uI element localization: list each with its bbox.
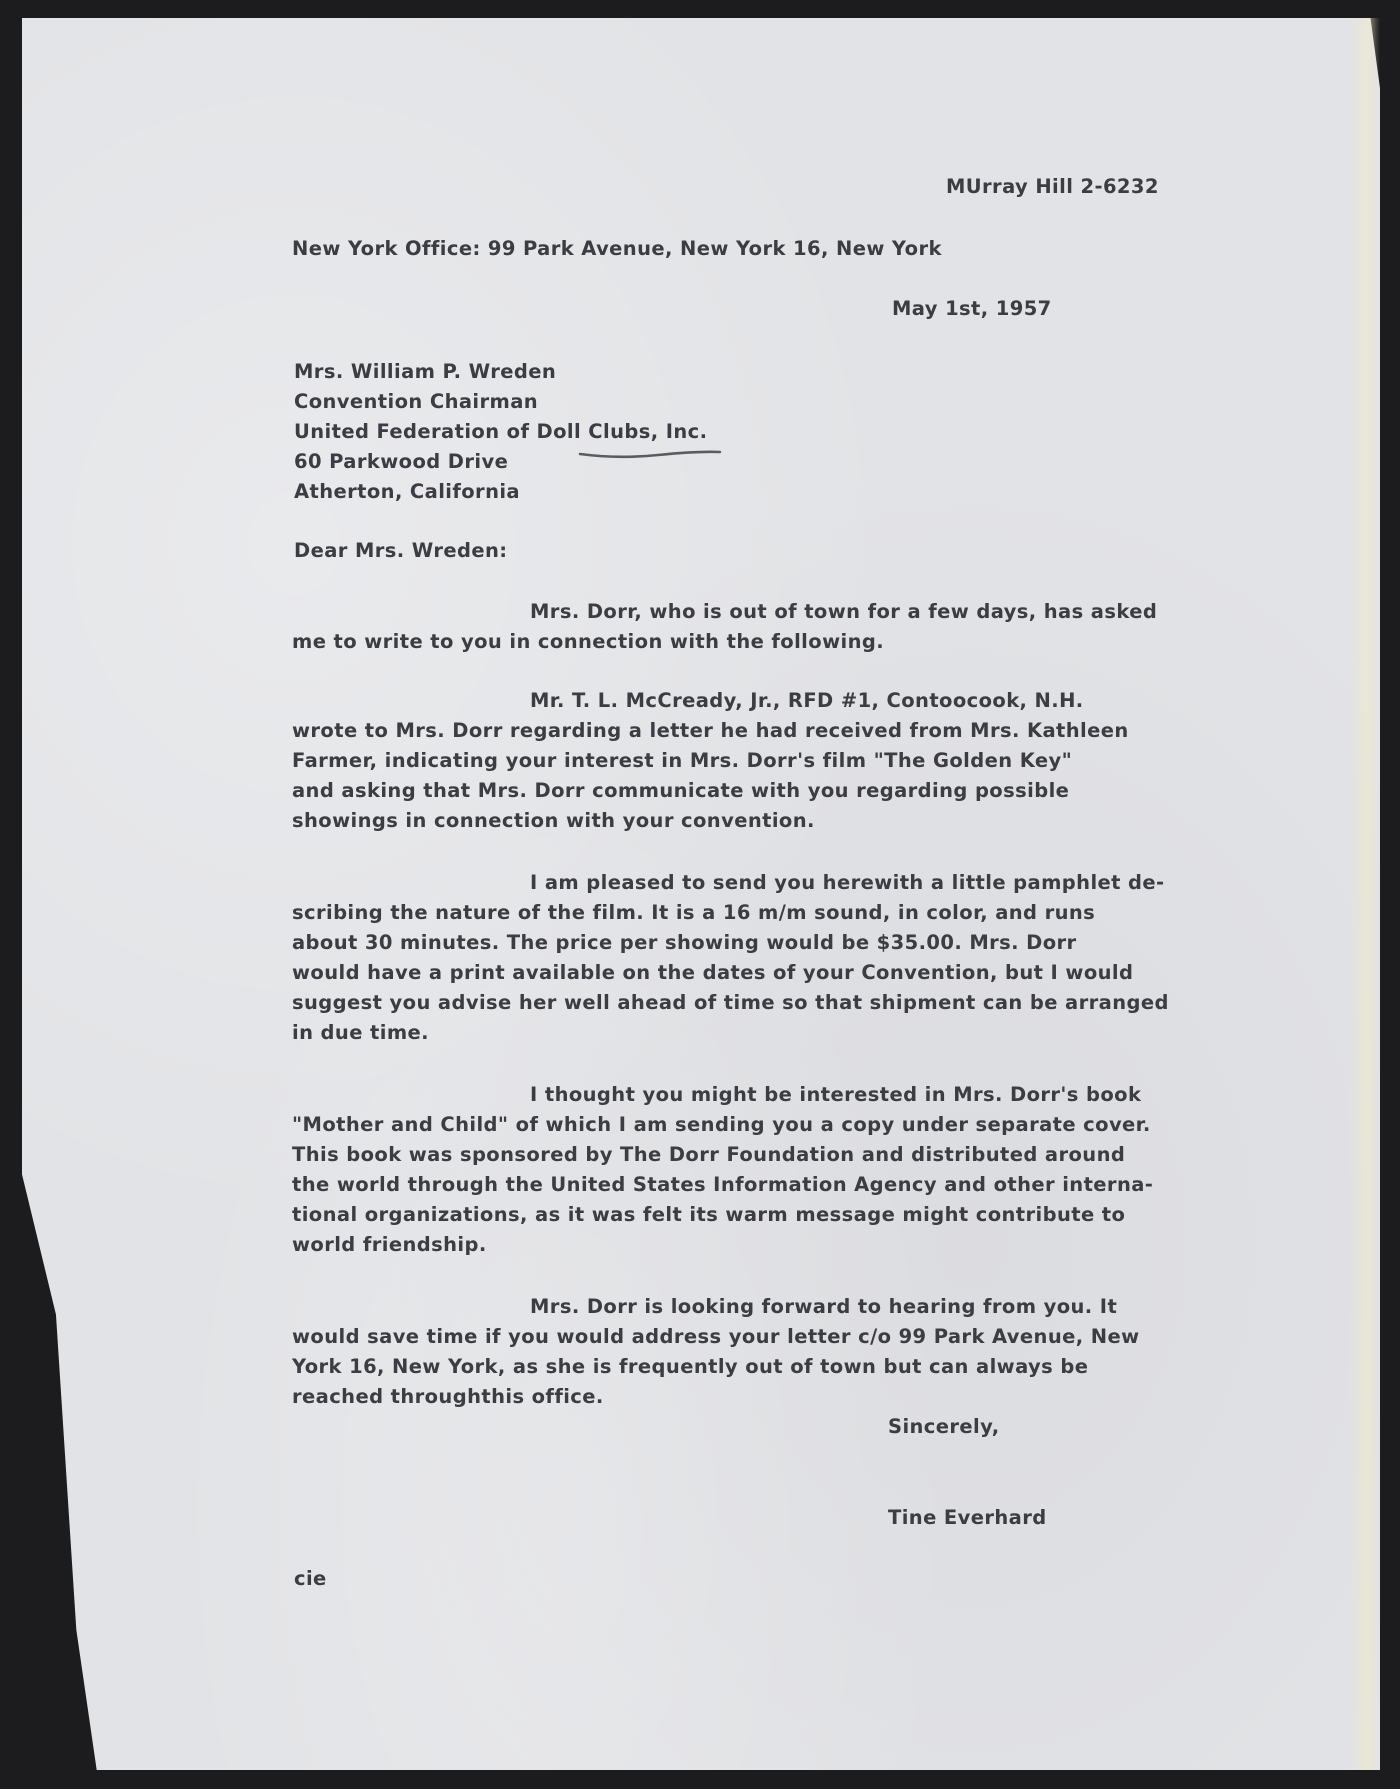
recipient-title: Convention Chairman <box>294 390 539 413</box>
paragraph-line: would save time if you would address your letter c/o 99 Park Avenue, New <box>292 1325 1140 1348</box>
paragraph-line: I am pleased to send you herewith a little pamphlet de- <box>530 871 1165 894</box>
paragraph-line: This book was sponsored by The Dorr Foundation and distributed around <box>292 1143 1126 1166</box>
paragraph-line: about 30 minutes. The price per showing would be $35.00. Mrs. Dorr <box>292 931 1077 954</box>
phone-number: MUrray Hill 2-6232 <box>946 175 1159 198</box>
paragraph-line: reached throughthis office. <box>292 1385 604 1408</box>
recipient-city: Atherton, California <box>294 480 520 503</box>
salutation: Dear Mrs. Wreden: <box>294 539 508 562</box>
signature-name: Tine Everhard <box>888 1506 1047 1529</box>
paragraph-line: tional organizations, as it was felt its warm message might contribute to <box>292 1203 1126 1226</box>
paragraph-line: suggest you advise her well ahead of time so that shipment can be arranged <box>292 991 1169 1014</box>
paragraph-line: the world through the United States Information Agency and other interna- <box>292 1173 1154 1196</box>
paragraph-line: and asking that Mrs. Dorr communicate with you regarding possible <box>292 779 1070 802</box>
paragraph-line: York 16, New York, as she is frequently out of town but can always be <box>292 1355 1089 1378</box>
paragraph-line: Mrs. Dorr, who is out of town for a few days, has asked <box>530 600 1158 623</box>
paragraph-line: world friendship. <box>292 1233 487 1256</box>
typist-initials: cie <box>294 1567 327 1590</box>
paragraph-line: wrote to Mrs. Dorr regarding a letter he had received from Mrs. Kathleen <box>292 719 1129 742</box>
paragraph-line: would have a print available on the dates of your Convention, but I would <box>292 961 1134 984</box>
paragraph-line: me to write to you in connection with the following. <box>292 630 885 653</box>
paragraph-line: in due time. <box>292 1021 429 1044</box>
paragraph-line: Mrs. Dorr is looking forward to hearing from you. It <box>530 1295 1118 1318</box>
closing: Sincerely, <box>888 1415 1000 1438</box>
paragraph-line: Farmer, indicating your interest in Mrs. Dorr's film "The Golden Key" <box>292 749 1073 772</box>
paragraph-line: showings in connection with your convention. <box>292 809 815 832</box>
recipient-name: Mrs. William P. Wreden <box>294 360 557 383</box>
office-address: New York Office: 99 Park Avenue, New York 16, New York <box>292 237 942 260</box>
letter-date: May 1st, 1957 <box>892 297 1052 320</box>
paragraph-line: scribing the nature of the film. It is a 16 m/m sound, in color, and runs <box>292 901 1096 924</box>
recipient-street: 60 Parkwood Drive <box>294 450 509 473</box>
paragraph-line: "Mother and Child" of which I am sending you a copy under separate cover. <box>292 1113 1151 1136</box>
paragraph-line: Mr. T. L. McCready, Jr., RFD #1, Contoocook, N.H. <box>530 689 1084 712</box>
paragraph-line: I thought you might be interested in Mrs. Dorr's book <box>530 1083 1142 1106</box>
recipient-organization: United Federation of Doll Clubs, Inc. <box>294 420 708 443</box>
